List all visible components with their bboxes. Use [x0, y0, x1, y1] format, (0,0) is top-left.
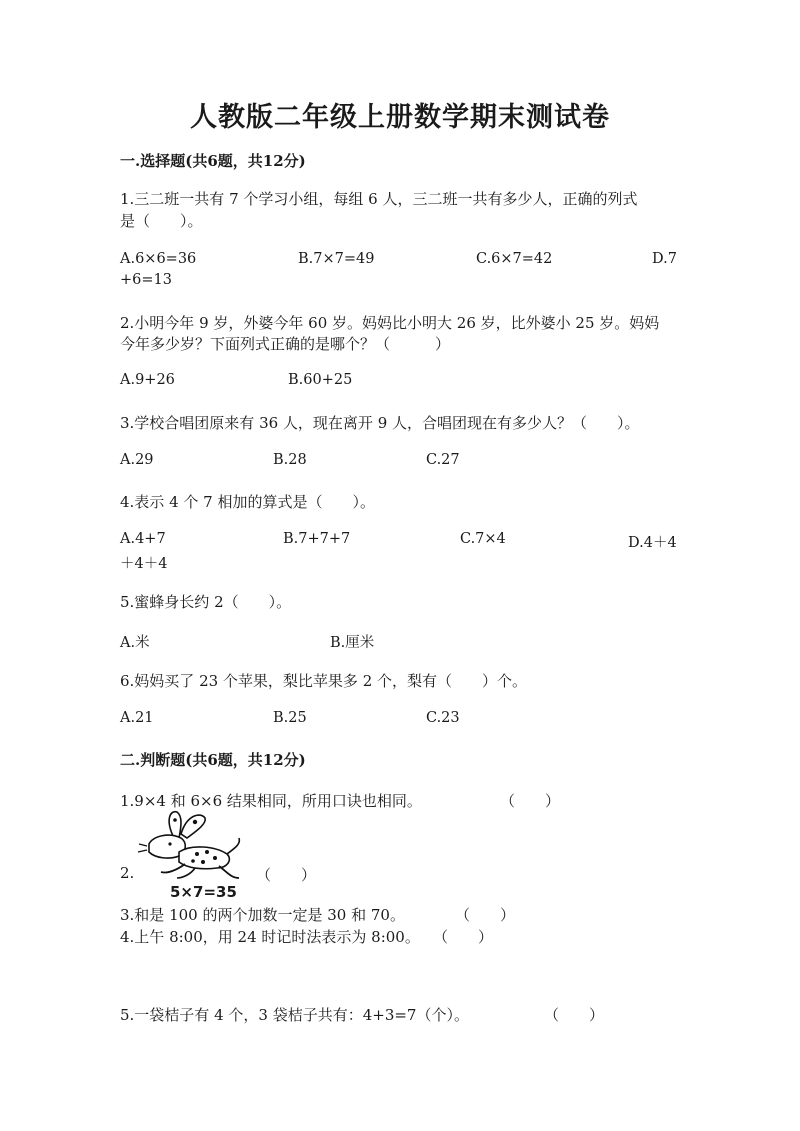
section-heading-choice: 一.选择题(共6题，共12分) [120, 152, 306, 170]
question-4-option-b: B.7+7+7 [283, 531, 351, 547]
question-5-option-a: A.米 [120, 635, 150, 651]
question-1-option-d: D.7 [652, 251, 677, 267]
question-3-option-a: A.29 [120, 452, 154, 468]
figure-caption: 5×7=35 [170, 883, 237, 901]
judgement-2-bracket[interactable]: （ ） [256, 866, 317, 884]
question-3-option-c: C.27 [426, 452, 460, 468]
question-4-option-a: A.4+7 [120, 531, 166, 547]
judgement-5-bracket[interactable]: （ ） [544, 1006, 605, 1024]
question-6-option-a: A.21 [120, 710, 154, 726]
question-6-option-b: B.25 [273, 710, 307, 726]
judgement-5-text: 5.一袋桔子有 4 个，3 袋桔子共有：4+3=7（个）。 [120, 1006, 469, 1024]
question-2-option-a: A.9+26 [120, 372, 175, 388]
question-3-line-1: 3.学校合唱团原来有 36 人，现在离开 9 人，合唱团现在有多少人？（ ）。 [120, 414, 640, 432]
judgement-2-text: 2. [120, 864, 135, 882]
question-3-option-b: B.28 [273, 452, 307, 468]
question-1-option-d-wrap: +6=13 [120, 272, 172, 288]
dog-drawing-icon [135, 808, 247, 888]
question-1-option-c: C.6×7=42 [476, 251, 553, 267]
question-5-line-1: 5.蜜蜂身长约 2（ ）。 [120, 593, 292, 611]
judgement-1-text: 1.9×4 和 6×6 结果相同，所用口诀也相同。 [120, 792, 422, 810]
question-1-option-a: A.6×6=36 [120, 251, 197, 267]
question-4-line-1: 4.表示 4 个 7 相加的算式是（ ）。 [120, 493, 375, 511]
question-4-option-d-wrap: ＋4＋4 [120, 556, 168, 572]
question-2-option-b: B.60+25 [288, 372, 353, 388]
judgement-4-text: 4.上午 8:00，用 24 时记时法表示为 8:00。 [120, 928, 420, 946]
question-1-line-1: 1.三二班一共有 7 个学习小组，每组 6 人，三二班一共有多少人，正确的列式 [120, 190, 638, 208]
judgement-3-bracket[interactable]: （ ） [455, 906, 516, 924]
question-6-option-c: C.23 [426, 710, 460, 726]
section-heading-judgement: 二.判断题(共6题，共12分) [120, 751, 306, 769]
question-2-line-2: 今年多少岁？下面列式正确的是哪个？（ ） [120, 335, 451, 353]
question-2-line-1: 2.小明今年 9 岁，外婆今年 60 岁。妈妈比小明大 26 岁，比外婆小 25 岁。妈妈 [120, 314, 660, 332]
question-6-line-1: 6.妈妈买了 23 个苹果，梨比苹果多 2 个，梨有（ ）个。 [120, 672, 528, 690]
question-1-option-b: B.7×7=49 [298, 251, 375, 267]
question-4-option-c: C.7×4 [460, 531, 506, 547]
question-1-line-2: 是（ ）。 [120, 212, 203, 230]
judgement-3-text: 3.和是 100 的两个加数一定是 30 和 70。 [120, 906, 405, 924]
page-title: 人教版二年级上册数学期末测试卷 [190, 102, 610, 133]
judgement-4-bracket[interactable]: （ ） [433, 928, 494, 946]
question-5-option-b: B.厘米 [330, 635, 375, 651]
judgement-1-bracket[interactable]: （ ） [500, 792, 561, 810]
question-4-option-d: D.4＋4 [628, 535, 677, 551]
